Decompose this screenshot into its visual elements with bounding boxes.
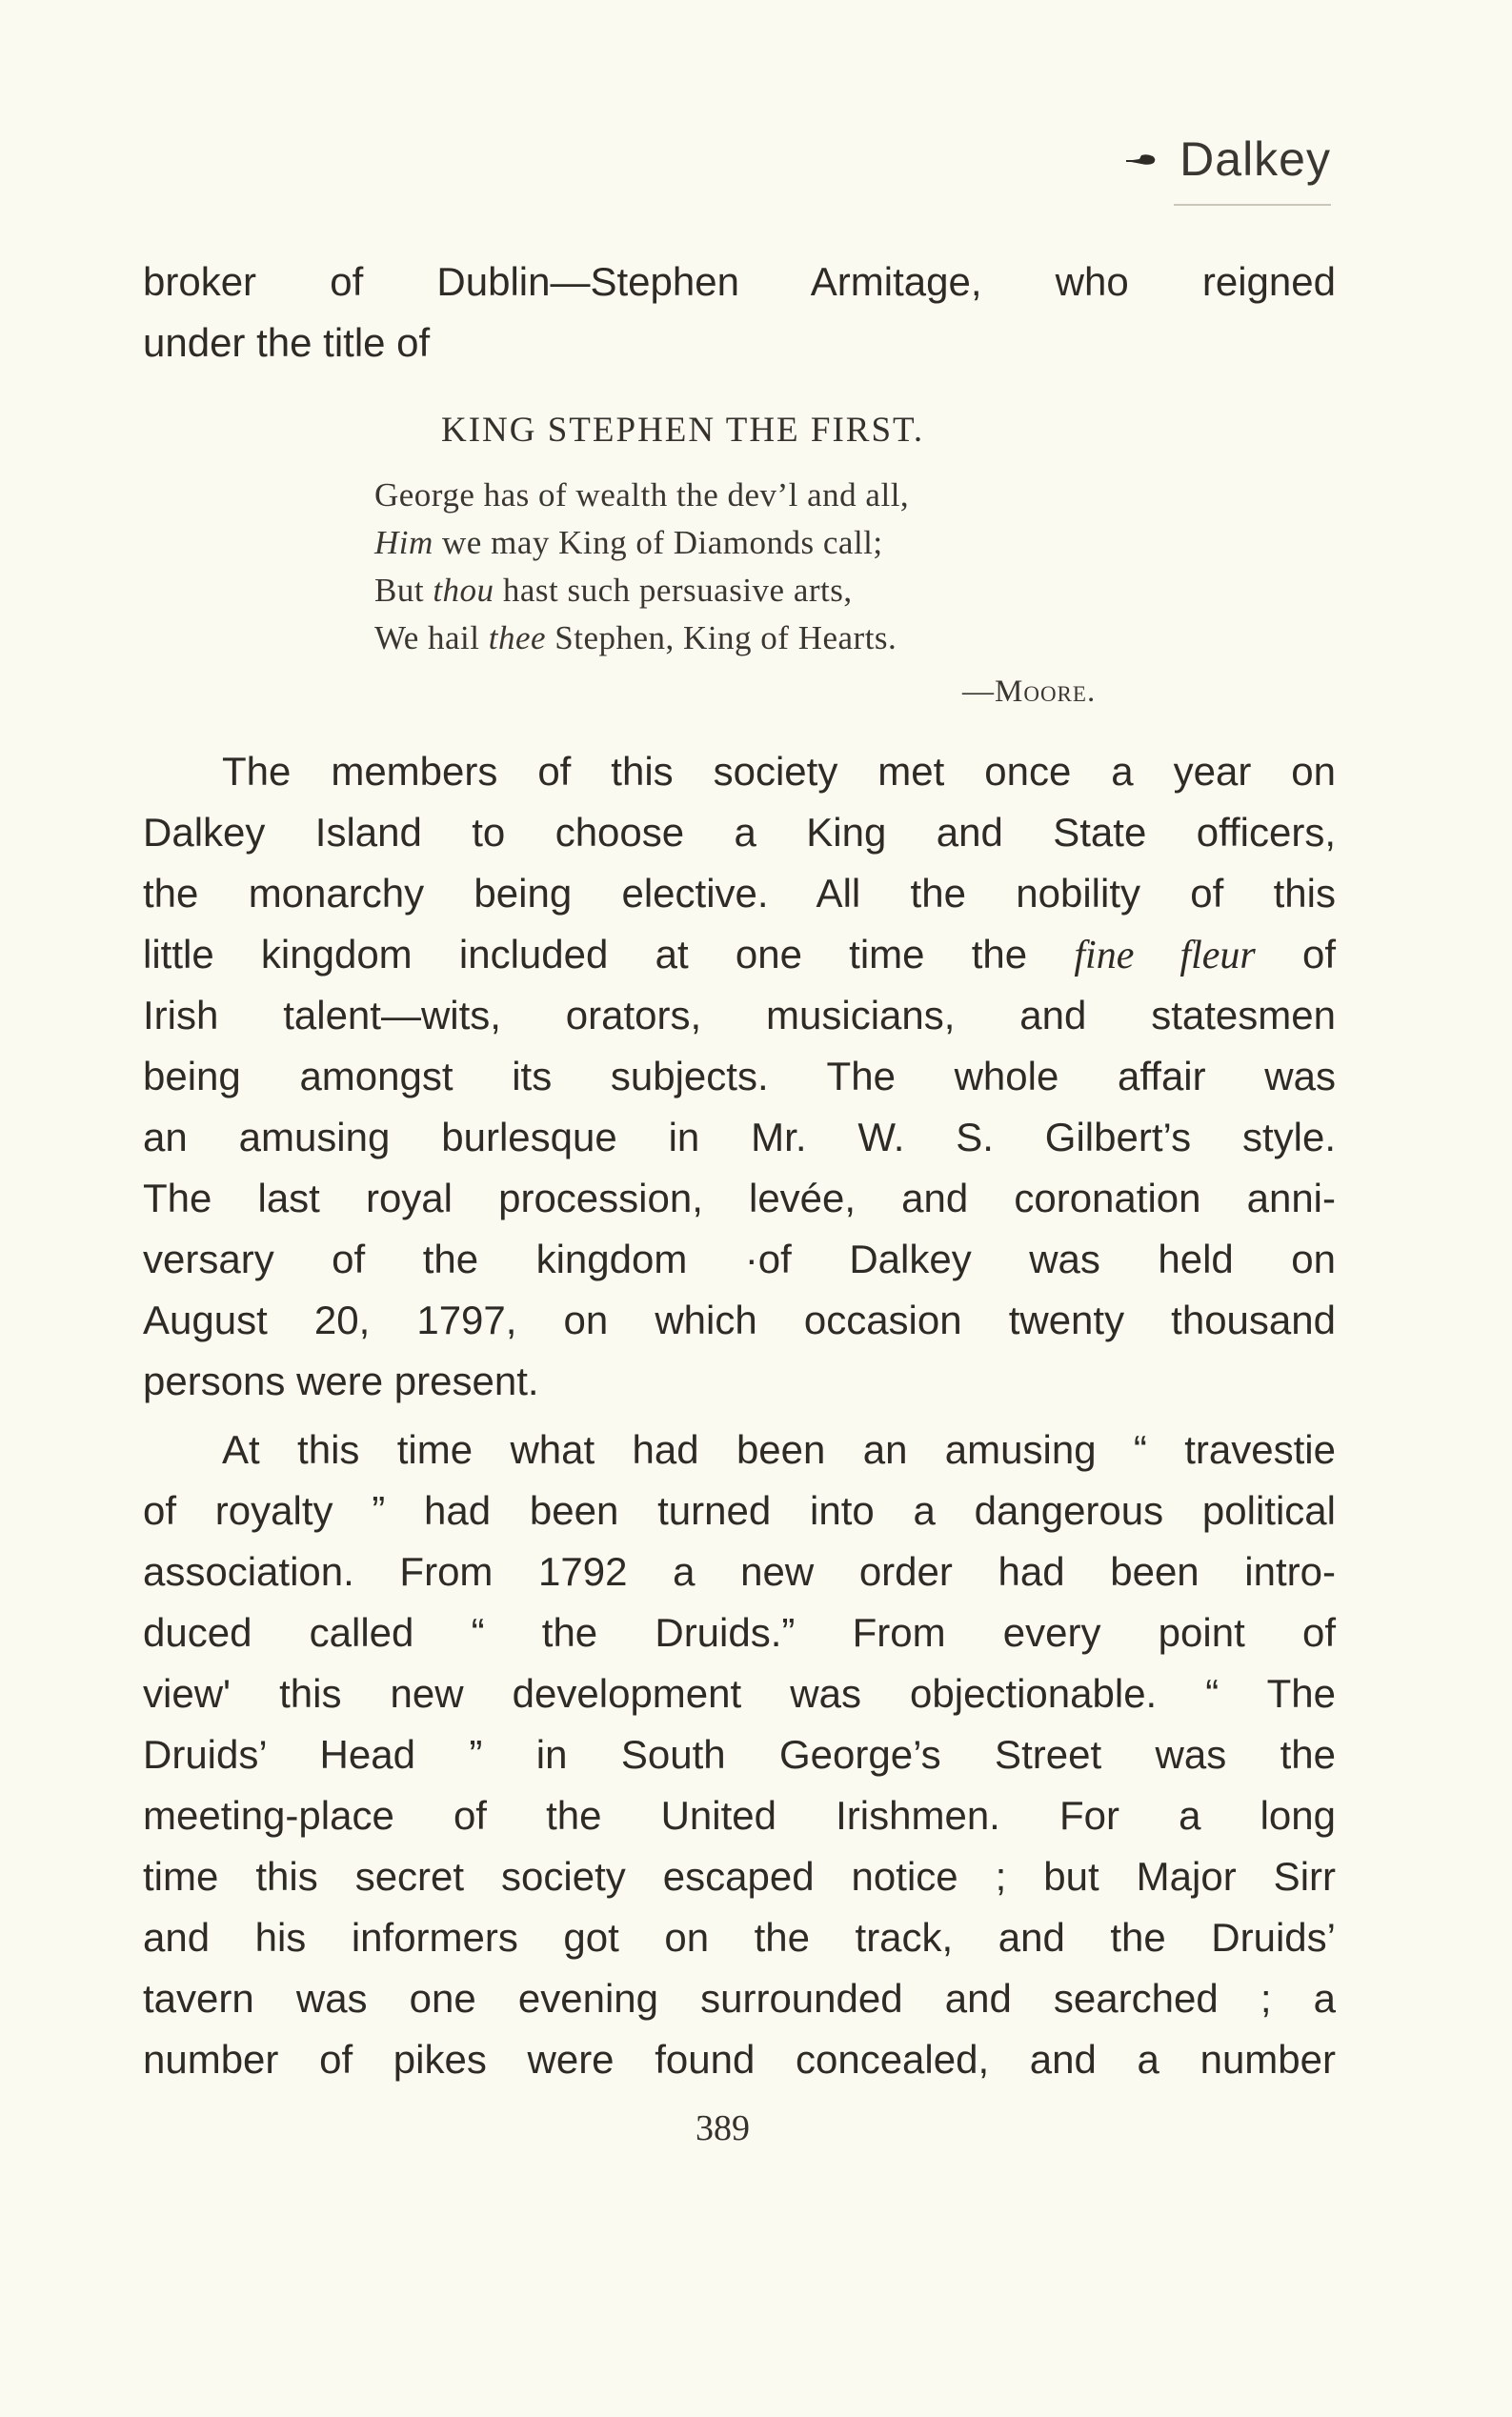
text-line	[143, 2029, 1336, 2090]
text-run: meeting-place of the United Irishmen. For a long	[143, 1793, 1336, 1838]
text-run: The members of this society met once a year on	[222, 749, 1336, 794]
text-line	[143, 1785, 1336, 1846]
verse-line	[374, 614, 1099, 662]
text-line	[143, 1046, 1336, 1107]
verse-line	[374, 472, 1099, 519]
text-run: hast such persuasive arts,	[494, 572, 853, 609]
text-line	[143, 1420, 1336, 1480]
text-run: an amusing burlesque in Mr. W. S. Gilbert’s style.	[143, 1115, 1336, 1159]
text-run: versary of the kingdom ·of Dalkey was held on	[143, 1237, 1336, 1281]
text-run: association. From 1792 a new order had been intro-	[143, 1549, 1336, 1594]
text-run: Irish talent—wits, orators, musicians, and statesmen	[143, 993, 1336, 1037]
text-line	[143, 741, 1336, 802]
text-run: Druids’ Head ” in South George’s Street was the	[143, 1732, 1336, 1777]
text-run: tavern was one evening surrounded and searched ; a	[143, 1976, 1336, 2021]
text-line	[143, 1480, 1336, 1541]
text-run: George has of wealth the dev’l and all,	[374, 476, 910, 514]
verse-block	[374, 472, 1099, 662]
text-run: of royalty ” had been turned into a dangerous political	[143, 1488, 1336, 1533]
text-run: duced called “ the Druids.” From every point of	[143, 1610, 1336, 1655]
text-line	[143, 863, 1336, 924]
text-run: We hail	[374, 619, 489, 656]
attribution-dash: —	[962, 675, 995, 709]
hand-ornament-icon	[1124, 148, 1159, 171]
head-rule	[1174, 204, 1331, 206]
text-run: At this time what had been an amusing “ travestie	[222, 1427, 1336, 1472]
attribution-name: Moore.	[995, 675, 1097, 709]
text-line	[143, 1846, 1336, 1907]
text-line: under the title of	[143, 320, 431, 365]
running-head	[1124, 131, 1331, 187]
text-line	[143, 1351, 1336, 1412]
text-line	[143, 1724, 1336, 1785]
text-run: we may King of Diamonds call;	[433, 524, 883, 561]
text-run: and his informers got on the track, and the Druids’	[143, 1915, 1336, 1960]
paragraph-1	[143, 741, 1336, 1412]
text-run: being amongst its subjects. The whole affair was	[143, 1054, 1336, 1098]
paragraph-2	[143, 1420, 1336, 2090]
text-run: viewʹ this new development was objectionable. “ The	[143, 1671, 1336, 1716]
running-head-title: Dalkey	[1179, 132, 1331, 186]
text-run: August 20, 1797, on which occasion twenty thousand	[143, 1298, 1336, 1342]
text-line	[143, 1290, 1336, 1351]
opening-lines	[143, 252, 1336, 373]
page-number: 389	[696, 2108, 750, 2148]
italic-phrase: thee	[488, 619, 547, 656]
text-line	[143, 985, 1336, 1046]
verse-line	[374, 519, 1099, 567]
text-line	[143, 1907, 1336, 1968]
text-line	[143, 1663, 1336, 1724]
text-line	[143, 1602, 1336, 1663]
text-run: But	[374, 572, 433, 609]
text-run: of	[1255, 932, 1336, 977]
text-run: the monarchy being elective. All the nobility of this	[143, 871, 1336, 916]
text-run: The last royal procession, levée, and coronation anni-	[143, 1176, 1336, 1220]
text-line	[143, 1541, 1336, 1602]
text-line	[143, 924, 1336, 985]
text-line	[143, 1229, 1336, 1290]
text-run: number of pikes were found concealed, and a number	[143, 2037, 1336, 2082]
text-run: Dalkey Island to choose a King and State officers,	[143, 810, 1336, 855]
text-run: time this secret society escaped notice ; but Major Sirr	[143, 1854, 1336, 1899]
text-run: persons were present.	[143, 1359, 539, 1403]
verse-line	[374, 567, 1099, 614]
text-run: Stephen, King of Hearts.	[546, 619, 897, 656]
italic-phrase: thou	[433, 572, 494, 609]
verse-title: KING STEPHEN THE FIRST.	[441, 411, 925, 450]
text-line	[143, 802, 1336, 863]
text-line: broker of Dublin—Stephen Armitage, who reigned	[143, 259, 1336, 304]
italic-phrase: Him	[374, 524, 433, 561]
text-run: little kingdom included at one time the	[143, 932, 1075, 977]
text-line	[143, 1968, 1336, 2029]
italic-phrase: fine fleur	[1074, 934, 1256, 977]
verse-attribution	[962, 675, 1096, 710]
text-line	[143, 1107, 1336, 1168]
text-line	[143, 1168, 1336, 1229]
